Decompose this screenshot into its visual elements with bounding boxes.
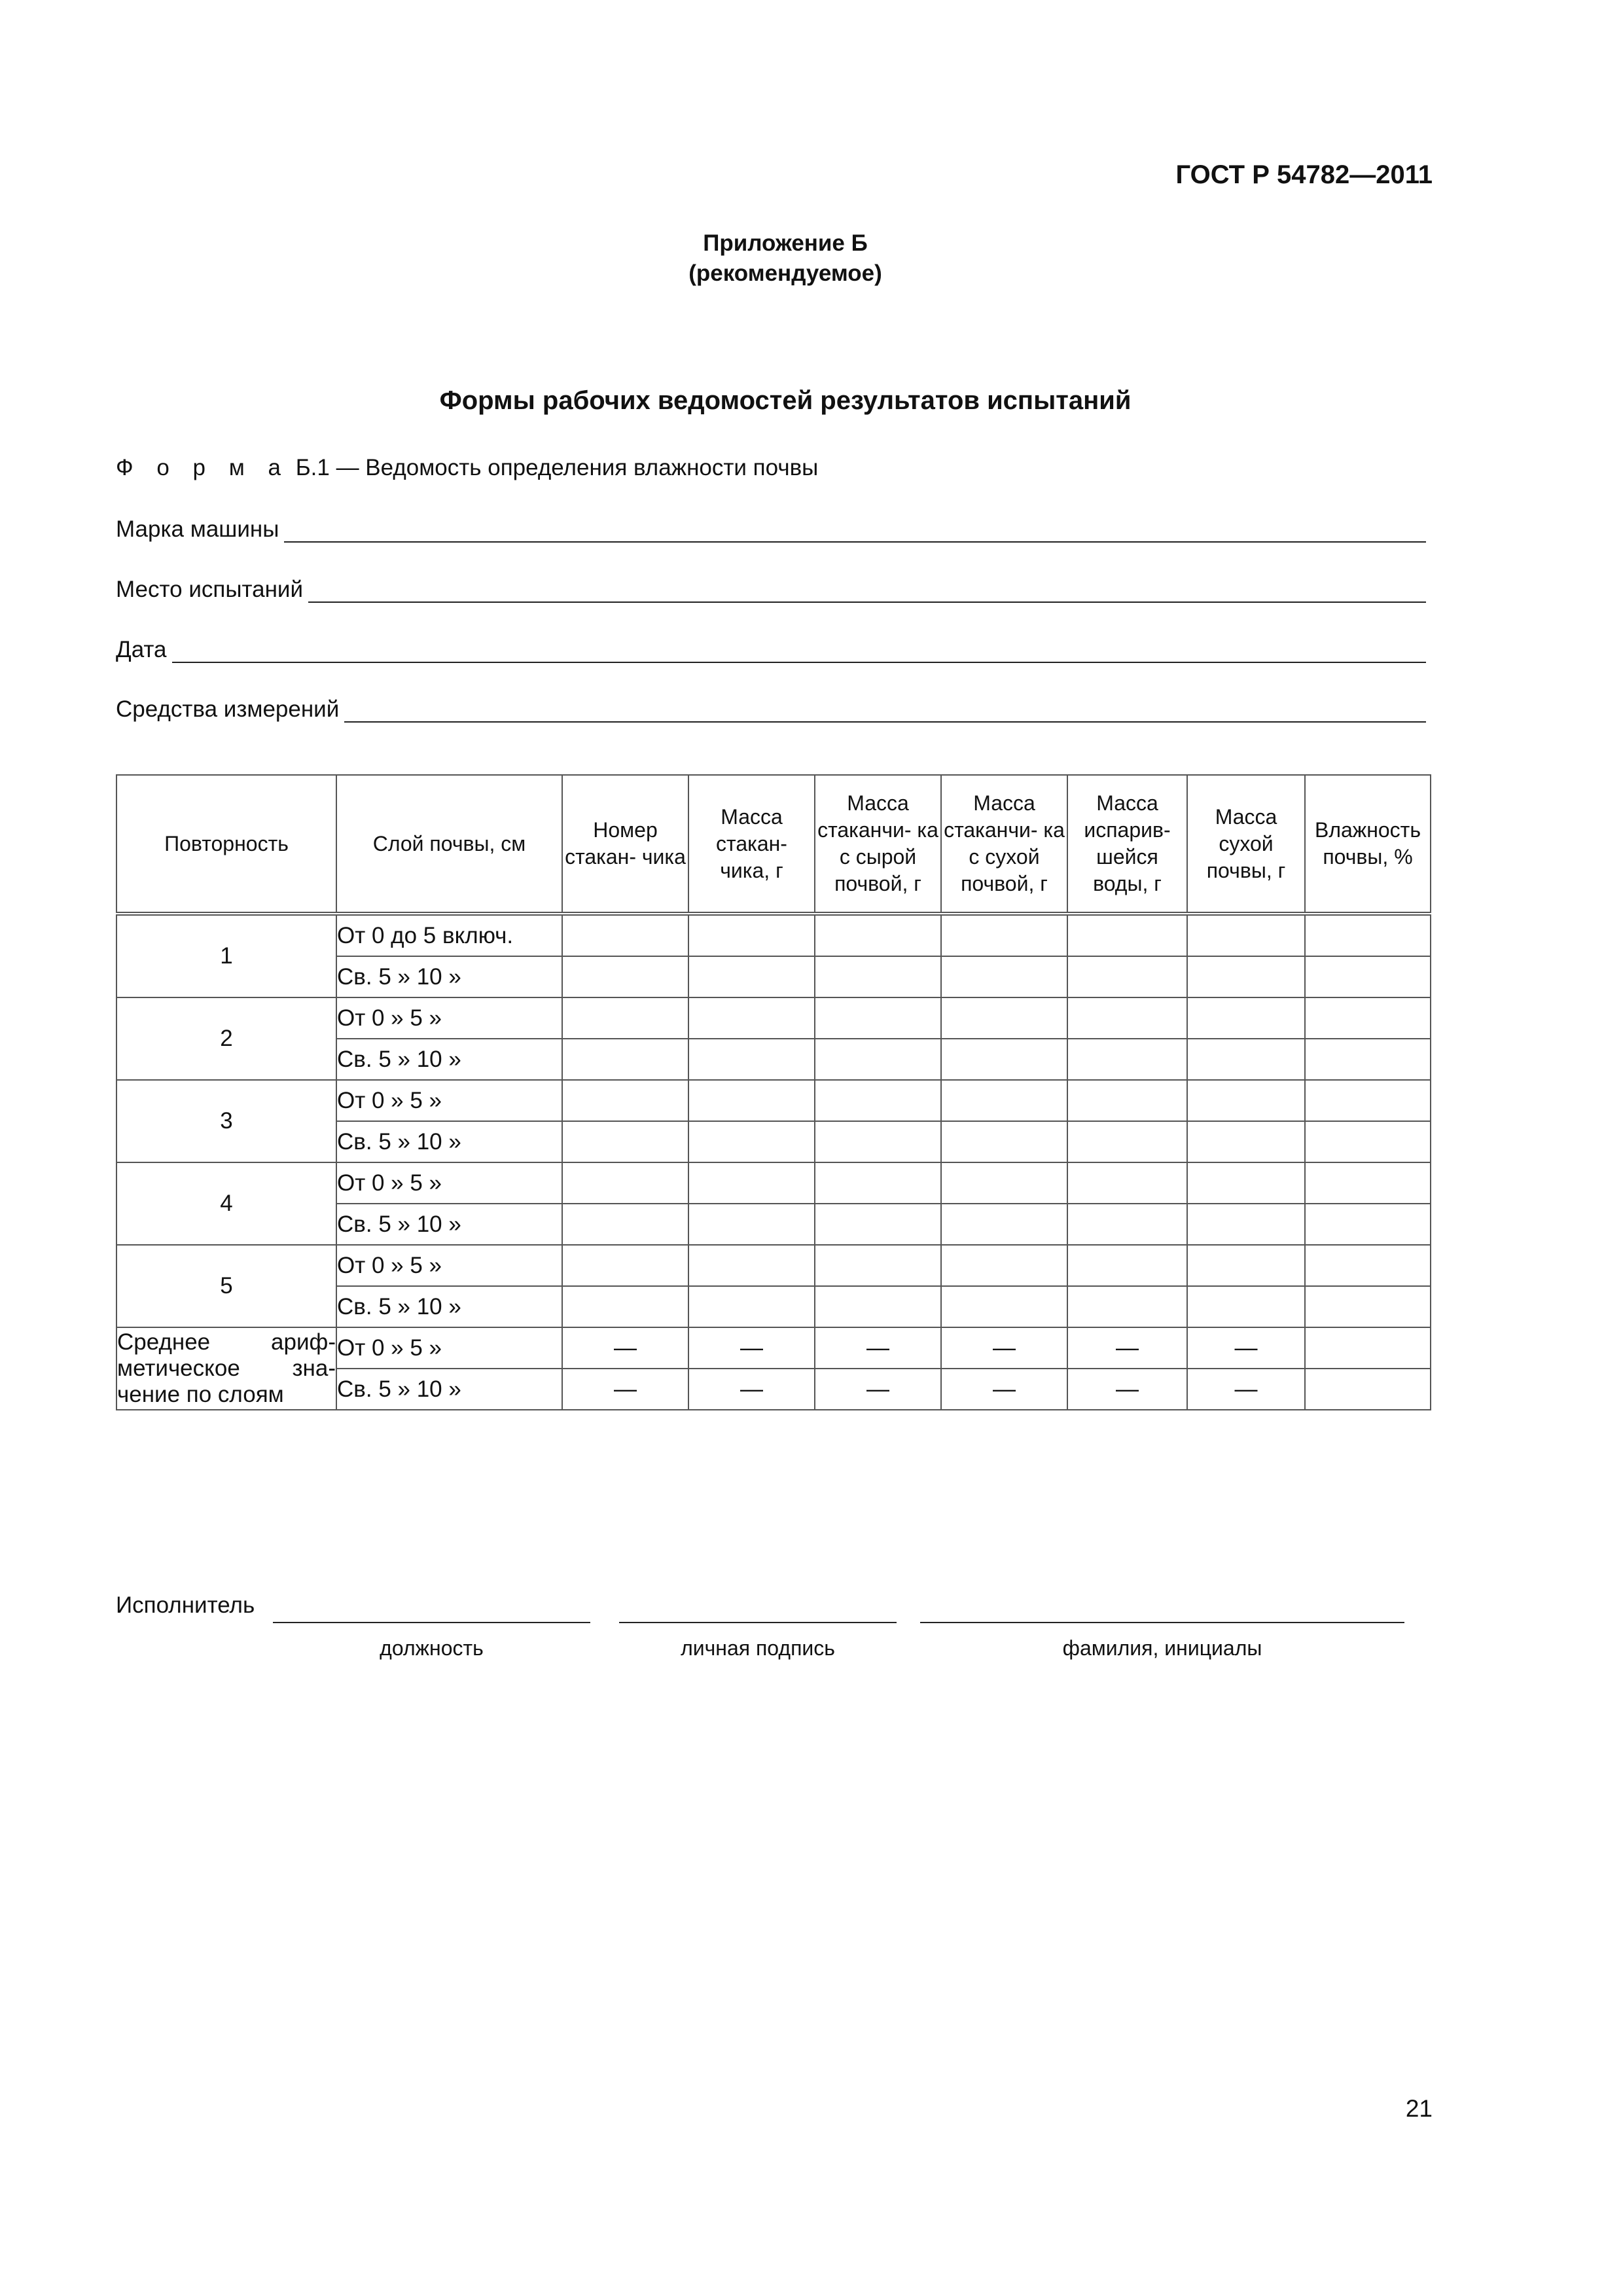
data-entry-cell[interactable] <box>562 1162 688 1204</box>
data-entry-cell[interactable] <box>1067 997 1187 1039</box>
data-entry-cell[interactable] <box>1305 1080 1431 1121</box>
data-entry-cell[interactable] <box>562 956 688 997</box>
field-underline[interactable] <box>344 699 1426 723</box>
form-caption-text: Б.1 — Ведомость определения влажности почвы <box>289 455 819 480</box>
data-entry-cell[interactable] <box>1305 1327 1431 1369</box>
data-entry-cell[interactable] <box>562 1080 688 1121</box>
average-label-cell: Среднее ариф-метическое зна-чение по слоям <box>116 1327 336 1410</box>
table-row <box>116 1080 1431 1121</box>
column-header: Масса сухой почвы, г <box>1187 775 1305 914</box>
table-row <box>116 997 1431 1039</box>
data-entry-cell[interactable] <box>1187 914 1305 956</box>
data-entry-cell[interactable] <box>1187 1162 1305 1204</box>
data-entry-cell[interactable] <box>941 1204 1067 1245</box>
soil-layer-cell: От 0 » 5 » <box>336 1080 562 1121</box>
data-entry-cell[interactable] <box>1187 1245 1305 1286</box>
dash-cell: — <box>815 1327 941 1369</box>
data-entry-cell[interactable] <box>1305 1369 1431 1410</box>
dash-cell: — <box>1067 1327 1187 1369</box>
column-header: Влажность почвы, % <box>1305 775 1431 914</box>
dash-cell: — <box>1067 1369 1187 1410</box>
data-entry-cell[interactable] <box>1305 1039 1431 1080</box>
data-entry-cell[interactable] <box>562 1286 688 1327</box>
data-entry-cell[interactable] <box>1187 1080 1305 1121</box>
column-header: Масса стаканчи- ка с сырой почвой, г <box>815 775 941 914</box>
table-header-row <box>116 775 1431 914</box>
data-entry-cell[interactable] <box>941 956 1067 997</box>
column-header: Масса испарив- шейся воды, г <box>1067 775 1187 914</box>
dash-cell: — <box>562 1369 688 1410</box>
dash-cell: — <box>562 1327 688 1369</box>
data-entry-cell[interactable] <box>1305 956 1431 997</box>
data-entry-cell[interactable] <box>562 1039 688 1080</box>
dash-cell: — <box>941 1327 1067 1369</box>
data-entry-cell[interactable] <box>688 1245 815 1286</box>
data-entry-cell[interactable] <box>688 997 815 1039</box>
repetition-cell: 2 <box>116 997 336 1080</box>
data-entry-cell[interactable] <box>1305 1162 1431 1204</box>
data-entry-cell[interactable] <box>562 1121 688 1162</box>
data-entry-cell[interactable] <box>1187 1286 1305 1327</box>
page-number: 21 <box>1405 2095 1433 2122</box>
data-entry-cell[interactable] <box>815 1039 941 1080</box>
soil-moisture-table <box>116 774 1431 1410</box>
data-entry-cell[interactable] <box>688 1286 815 1327</box>
data-entry-cell[interactable] <box>1067 1121 1187 1162</box>
data-entry-cell[interactable] <box>562 1245 688 1286</box>
dash-cell: — <box>1187 1327 1305 1369</box>
data-entry-cell[interactable] <box>688 956 815 997</box>
field-underline[interactable] <box>172 639 1426 663</box>
column-header: Масса стакан- чика, г <box>688 775 815 914</box>
soil-layer-cell: От 0 до 5 включ. <box>336 914 562 956</box>
data-entry-cell[interactable] <box>815 914 941 956</box>
column-header: Слой почвы, см <box>336 775 562 914</box>
column-header: Номер стакан- чика <box>562 775 688 914</box>
full-name-line[interactable] <box>920 1622 1404 1623</box>
data-entry-cell[interactable] <box>815 1245 941 1286</box>
soil-layer-cell: Св. 5 » 10 » <box>336 1369 562 1410</box>
data-entry-cell[interactable] <box>1187 1039 1305 1080</box>
field-label: Марка машины <box>116 516 279 542</box>
data-entry-cell[interactable] <box>562 1204 688 1245</box>
data-entry-cell[interactable] <box>1187 1121 1305 1162</box>
data-entry-cell[interactable] <box>1067 1080 1187 1121</box>
table-row <box>116 1245 1431 1286</box>
data-entry-cell[interactable] <box>941 1245 1067 1286</box>
data-entry-cell[interactable] <box>688 1080 815 1121</box>
dash-cell: — <box>688 1327 815 1369</box>
form-caption <box>116 455 818 481</box>
repetition-cell: 1 <box>116 914 336 997</box>
data-entry-cell[interactable] <box>688 914 815 956</box>
data-entry-cell[interactable] <box>1067 1162 1187 1204</box>
soil-layer-cell: Св. 5 » 10 » <box>336 1204 562 1245</box>
repetition-cell: 5 <box>116 1245 336 1327</box>
column-header: Масса стаканчи- ка с сухой почвой, г <box>941 775 1067 914</box>
section-title: Формы рабочих ведомостей результатов испытаний <box>439 386 1132 415</box>
data-entry-cell[interactable] <box>815 1080 941 1121</box>
data-entry-cell[interactable] <box>1305 1286 1431 1327</box>
field-measuring-instruments[interactable] <box>116 695 1426 723</box>
repetition-cell: 4 <box>116 1162 336 1245</box>
data-entry-cell[interactable] <box>815 1204 941 1245</box>
soil-layer-cell: От 0 » 5 » <box>336 997 562 1039</box>
dash-cell: — <box>1187 1369 1305 1410</box>
data-entry-cell[interactable] <box>815 1121 941 1162</box>
data-entry-cell[interactable] <box>815 956 941 997</box>
appendix-title: Приложение Б <box>703 230 868 256</box>
column-header: Повторность <box>116 775 336 914</box>
data-entry-cell[interactable] <box>1067 1245 1187 1286</box>
table-row <box>116 914 1431 956</box>
data-entry-cell[interactable] <box>941 1039 1067 1080</box>
dash-cell: — <box>688 1369 815 1410</box>
soil-layer-cell: Св. 5 » 10 » <box>336 1121 562 1162</box>
data-entry-cell[interactable] <box>688 1204 815 1245</box>
soil-layer-cell: От 0 » 5 » <box>336 1245 562 1286</box>
field-test-site[interactable] <box>116 575 1426 603</box>
field-machine-brand[interactable] <box>116 515 1426 543</box>
data-entry-cell[interactable] <box>1305 914 1431 956</box>
data-entry-cell[interactable] <box>1305 1245 1431 1286</box>
data-entry-cell[interactable] <box>941 1162 1067 1204</box>
data-entry-cell[interactable] <box>815 1162 941 1204</box>
data-entry-cell[interactable] <box>941 1080 1067 1121</box>
signature-line[interactable] <box>619 1622 897 1623</box>
field-underline[interactable] <box>284 519 1426 543</box>
data-entry-cell[interactable] <box>688 1121 815 1162</box>
data-entry-cell[interactable] <box>688 1039 815 1080</box>
appendix-status: (рекомендуемое) <box>688 260 882 286</box>
signer-label: Исполнитель <box>116 1592 255 1618</box>
signature-caption: личная подпись <box>681 1636 835 1660</box>
form-caption-word: Ф о р м а <box>116 455 289 480</box>
data-entry-cell[interactable] <box>688 1162 815 1204</box>
data-entry-cell[interactable] <box>1305 1121 1431 1162</box>
data-entry-cell[interactable] <box>1305 997 1431 1039</box>
data-entry-cell[interactable] <box>1067 1204 1187 1245</box>
position-caption: должность <box>380 1636 484 1660</box>
full-name-caption: фамилия, инициалы <box>1062 1636 1262 1660</box>
dash-cell: — <box>815 1369 941 1410</box>
data-entry-cell[interactable] <box>1067 1286 1187 1327</box>
data-entry-cell[interactable] <box>562 997 688 1039</box>
dash-cell: — <box>941 1369 1067 1410</box>
repetition-cell: 3 <box>116 1080 336 1162</box>
data-entry-cell[interactable] <box>941 1121 1067 1162</box>
field-underline[interactable] <box>308 579 1426 603</box>
soil-layer-cell: Св. 5 » 10 » <box>336 956 562 997</box>
data-entry-cell[interactable] <box>1187 956 1305 997</box>
position-line[interactable] <box>273 1622 590 1623</box>
data-entry-cell[interactable] <box>1305 1204 1431 1245</box>
soil-layer-cell: Св. 5 » 10 » <box>336 1039 562 1080</box>
data-entry-cell[interactable] <box>941 1286 1067 1327</box>
data-entry-cell[interactable] <box>941 914 1067 956</box>
table-body <box>116 914 1431 1410</box>
field-label: Средства измерений <box>116 696 340 722</box>
field-label: Место испытаний <box>116 577 304 602</box>
data-entry-cell[interactable] <box>815 997 941 1039</box>
soil-layer-cell: От 0 » 5 » <box>336 1162 562 1204</box>
data-entry-cell[interactable] <box>1187 997 1305 1039</box>
field-label: Дата <box>116 637 167 662</box>
data-entry-cell[interactable] <box>1187 1204 1305 1245</box>
soil-layer-cell: От 0 » 5 » <box>336 1327 562 1369</box>
data-entry-cell[interactable] <box>562 914 688 956</box>
data-entry-cell[interactable] <box>1067 1039 1187 1080</box>
data-entry-cell[interactable] <box>815 1286 941 1327</box>
table-row <box>116 1162 1431 1204</box>
standard-number: ГОСТ Р 54782—2011 <box>1175 160 1433 189</box>
data-entry-cell[interactable] <box>1067 956 1187 997</box>
field-date[interactable] <box>116 636 1426 663</box>
data-entry-cell[interactable] <box>1067 914 1187 956</box>
soil-layer-cell: Св. 5 » 10 » <box>336 1286 562 1327</box>
average-row <box>116 1327 1431 1369</box>
data-entry-cell[interactable] <box>941 997 1067 1039</box>
